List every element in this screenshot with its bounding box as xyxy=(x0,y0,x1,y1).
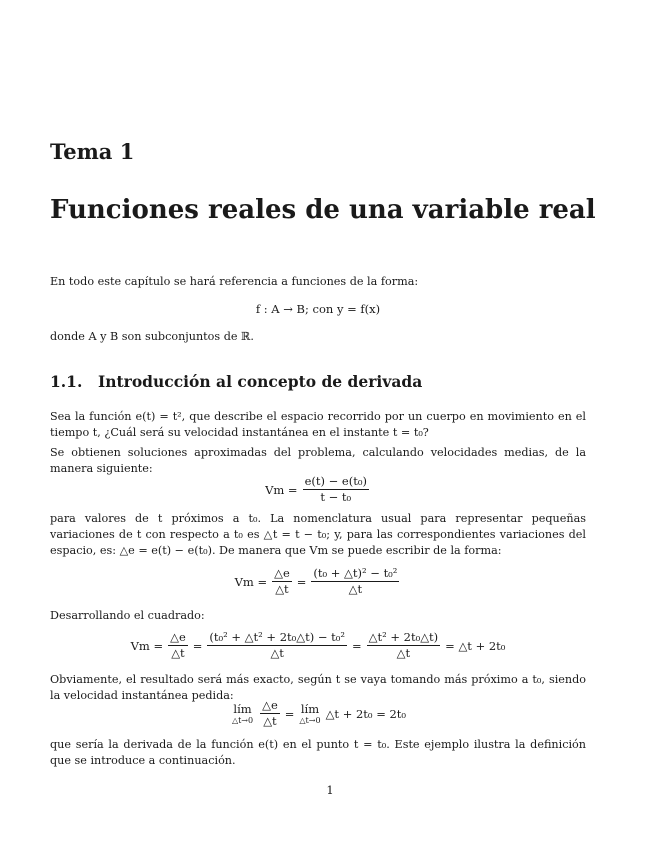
equation-limit xyxy=(50,698,586,729)
page-number: 1 xyxy=(326,783,334,797)
eq-lhs: Vm = xyxy=(130,638,164,653)
equals-sign: = xyxy=(192,638,203,653)
section-number: 1.1. xyxy=(50,372,83,391)
equals-sign: = xyxy=(351,638,362,653)
paragraph-conclusion: que sería la derivada de la función e(t) en el punto t = t₀. Este ejemplo ilustra la definición que se introduce a continuación. xyxy=(50,738,586,767)
numerator: (t₀² + △t² + 2t₀△t) − t₀² xyxy=(209,630,345,644)
equals-sign: = xyxy=(296,574,307,589)
equation-function-definition: f : A → B; con y = f(x) xyxy=(255,302,381,316)
numerator: (t₀ + △t)² − t₀² xyxy=(313,566,398,580)
limit-subscript: △t→0 xyxy=(299,715,321,725)
denominator: △t xyxy=(270,646,284,660)
denominator: △t xyxy=(263,714,277,728)
denominator: △t xyxy=(275,582,289,596)
limit-label: lím xyxy=(233,701,252,716)
limit-operator xyxy=(299,703,320,725)
denominator: △t xyxy=(396,646,411,660)
fraction xyxy=(168,630,188,661)
fraction xyxy=(260,698,280,729)
paragraph-limit-intro: Obviamente, el resultado será más exacto, según t se vaya tomando más próximo a t₀, siendo la velocidad instantánea pedida: xyxy=(50,673,586,702)
limit-operator xyxy=(232,703,253,725)
denominator: △t xyxy=(348,582,363,596)
eq-rhs: △t + 2t₀ = 2t₀ xyxy=(325,706,407,721)
paragraph-approximation: Se obtienen soluciones aproximadas del problema, calculando velocidades medias, de la manera siguiente: xyxy=(50,446,586,475)
section-title: Introducción al concepto de derivada xyxy=(98,372,423,391)
equation-expanded xyxy=(50,630,586,661)
fraction xyxy=(367,630,441,661)
eq-lhs: Vm = xyxy=(265,482,298,497)
section-heading xyxy=(50,372,422,391)
subset-paragraph: donde A y B son subconjuntos de ℝ. xyxy=(50,330,254,343)
limit-subscript: △t→0 xyxy=(231,715,254,725)
fraction xyxy=(311,566,399,597)
numerator: △e xyxy=(274,566,290,580)
denominator: △t xyxy=(171,646,185,660)
numerator: △e xyxy=(170,630,186,644)
paragraph-function-definition: Sea la función e(t) = t², que describe el espacio recorrido por un cuerpo en movimiento en el tiempo t, ¿Cuál será su velocidad instantánea en el instante t = t₀? xyxy=(50,410,586,439)
equation-mean-velocity xyxy=(50,474,586,505)
chapter-label: Tema 1 xyxy=(50,139,135,164)
fraction xyxy=(207,630,347,661)
intro-paragraph: En todo este capítulo se hará referencia a funciones de la forma: xyxy=(50,275,419,288)
eq-lhs: Vm = xyxy=(234,574,268,589)
equals-sign: = xyxy=(284,706,295,721)
chapter-title: Funciones reales de una variable real xyxy=(50,195,596,225)
numerator: e(t) − e(t₀) xyxy=(304,474,367,488)
numerator: △e xyxy=(262,698,278,712)
paragraph-notation: para valores de t próximos a t₀. La nomenclatura usual para representar pequeñas variaciones de t con respecto a t₀ es △t = t − t₀; y, para las correspondientes variaciones del espacio, es: △e = e(t) − e(t₀). De manera que Vm se puede escribir de la forma: xyxy=(50,512,586,557)
fraction xyxy=(303,474,369,505)
equation-delta-form xyxy=(50,566,586,597)
denominator: t − t₀ xyxy=(320,490,352,504)
numerator: △t² + 2t₀△t) xyxy=(368,630,439,644)
paragraph-expand-square: Desarrollando el cuadrado: xyxy=(50,609,205,622)
fraction xyxy=(272,566,292,597)
eq-rhs: = △t + 2t₀ xyxy=(445,638,506,653)
limit-label: lím xyxy=(300,701,320,716)
